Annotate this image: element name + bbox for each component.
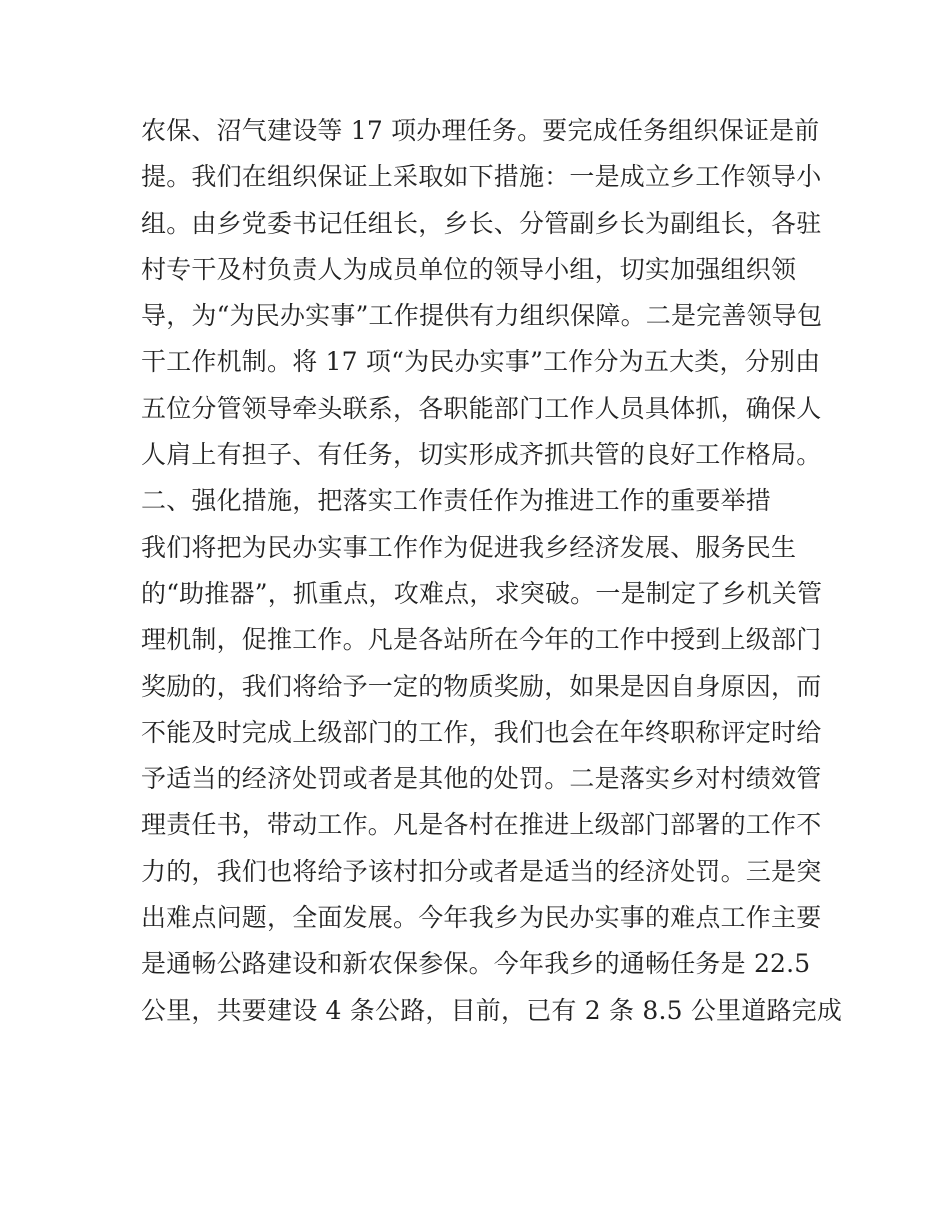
text-line-18: 出难点问题，全面发展。今年我乡为民办实事的难点工作主要	[141, 903, 822, 933]
text-line-19: 是通畅公路建设和新农保参保。今年我乡的通畅任务是 22.5	[141, 949, 811, 979]
text-line-7: 五位分管领导牵头联系，各职能部门工作人员具体抓，确保人	[141, 393, 822, 423]
text-line-15: 予适当的经济处罚或者是其他的处罚。二是落实乡对村绩效管	[141, 764, 822, 794]
section-heading-2: 二、强化措施，把落实工作责任作为推进工作的重要举措	[141, 486, 772, 516]
text-line-10: 我们将把为民办实事工作作为促进我乡经济发展、服务民生	[141, 532, 797, 562]
text-line-13: 奖励的，我们将给予一定的物质奖励，如果是因自身原因，而	[141, 671, 822, 701]
text-line-11: 的“助推器”，抓重点，攻难点，求突破。一是制定了乡机关管	[141, 578, 823, 608]
text-line-12: 理机制，促推工作。凡是各站所在今年的工作中授到上级部门	[141, 625, 822, 655]
text-line-5: 导，为“为民办实事”工作提供有力组织保障。二是完善领导包	[141, 301, 823, 331]
text-line-1: 农保、沼气建设等 17 项办理任务。要完成任务组织保证是前	[141, 116, 820, 145]
text-line-6: 干工作机制。将 17 项“为民办实事”工作分为五大类，分别由	[141, 347, 821, 377]
body-text	[141, 108, 843, 1034]
text-line-20: 公里，共要建设 4 条公路，目前，已有 2 条 8.5 公里道路完成	[141, 995, 843, 1025]
text-line-4: 村专干及村负责人为成员单位的领导小组，切实加强组织领	[141, 254, 797, 284]
text-line-2: 提。我们在组织保证上采取如下措施：一是成立乡工作领导小	[141, 162, 822, 192]
text-line-3: 组。由乡党委书记任组长，乡长、分管副乡长为副组长，各驻	[141, 208, 822, 238]
text-line-16: 理责任书，带动工作。凡是各村在推进上级部门部署的工作不	[141, 810, 822, 840]
text-line-17: 力的，我们也将给予该村扣分或者是适当的经济处罚。三是突	[141, 856, 822, 886]
text-line-14: 不能及时完成上级部门的工作，我们也会在年终职称评定时给	[141, 717, 822, 747]
text-line-8: 人肩上有担子、有任务，切实形成齐抓共管的良好工作格局。	[141, 440, 822, 470]
